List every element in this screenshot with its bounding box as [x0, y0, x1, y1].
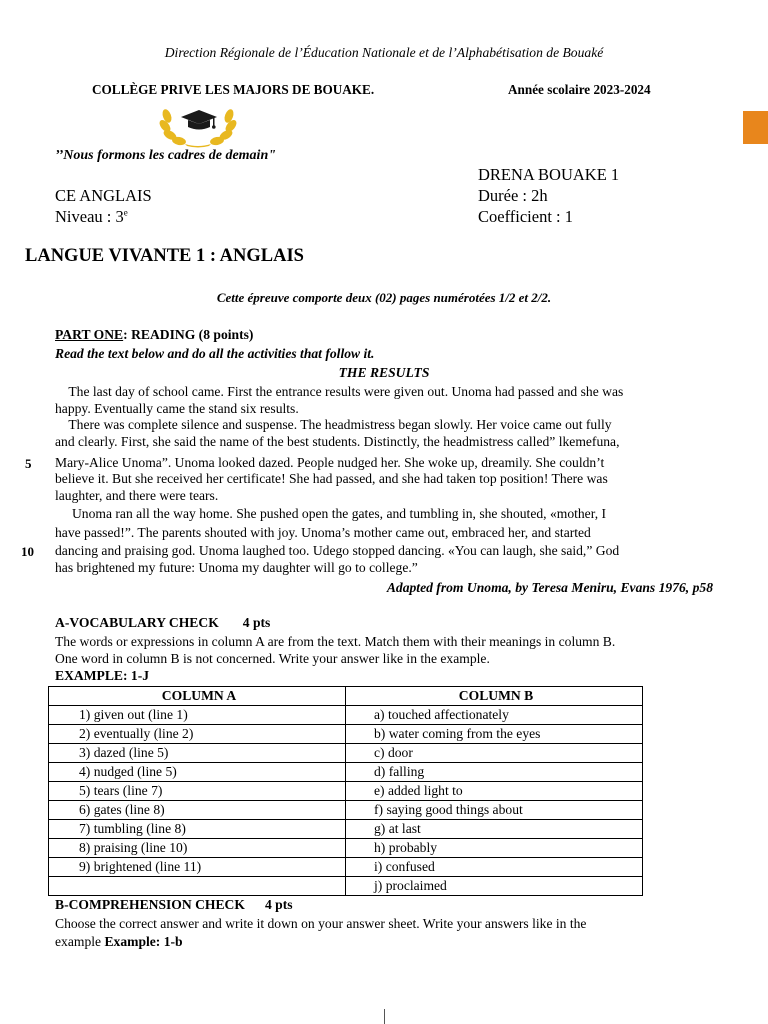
table-row — [49, 801, 643, 820]
column-a-cell: 2) eventually (line 2) — [49, 725, 346, 744]
vocab-example: EXAMPLE: 1-J — [55, 668, 150, 683]
school-logo — [157, 102, 239, 148]
vocab-points: 4 pts — [242, 615, 271, 630]
text-line: has brightened my future: Unoma my daughter will go to college.” — [55, 560, 418, 575]
text-line: There was complete silence and suspense. The headmistress began slowly. Her voice came out fully — [55, 417, 612, 432]
text-source: Adapted from Unoma, by Teresa Meniru, Evans 1976, p58 — [386, 580, 713, 595]
column-b-cell: c) door — [346, 744, 643, 763]
level-superscript: e — [123, 207, 128, 218]
school-name: COLLÈGE PRIVE LES MAJORS DE BOUAKE. — [92, 82, 375, 97]
column-b-cell: j) proclaimed — [346, 877, 643, 896]
text-line: Mary-Alice Unoma”. Unoma looked dazed. People nudged her. She woke up, dreamily. She couldn’t — [55, 455, 605, 470]
comprehension-instruction-2 — [55, 934, 183, 950]
text-line: laughter, and there were tears. — [55, 488, 219, 503]
table-row — [49, 820, 643, 839]
column-a-cell — [49, 877, 346, 896]
text-line: Unoma ran all the way home. She pushed open the gates, and tumbling in, she shouted, «mother, I — [55, 506, 607, 521]
column-a-cell: 4) nudged (line 5) — [49, 763, 346, 782]
column-b-cell: i) confused — [346, 858, 643, 877]
column-a-cell: 6) gates (line 8) — [49, 801, 346, 820]
comprehension-example: Example: 1-b — [104, 934, 183, 949]
table-row — [49, 725, 643, 744]
column-b-cell: d) falling — [346, 763, 643, 782]
ministry-line: Direction Régionale de l’Éducation Nationale et de l’Alphabétisation de Bouaké — [164, 45, 604, 60]
side-tab[interactable] — [743, 111, 768, 144]
column-b-cell: e) added light to — [346, 782, 643, 801]
duration-label: Durée : 2h — [478, 186, 548, 205]
table-row — [49, 763, 643, 782]
subject-label: CE ANGLAIS — [55, 186, 152, 205]
table-row — [49, 744, 643, 763]
page-divider — [384, 1009, 385, 1024]
school-year: Année scolaire 2023-2024 — [508, 82, 651, 97]
coefficient-label: Coefficient : 1 — [478, 207, 574, 226]
column-a-cell: 7) tumbling (line 8) — [49, 820, 346, 839]
text-line: happy. Eventually came the stand six results. — [55, 401, 299, 416]
table-row — [49, 877, 643, 896]
table-row — [49, 839, 643, 858]
comprehension-title: B-COMPREHENSION CHECK — [55, 897, 245, 912]
comprehension-heading — [55, 897, 293, 913]
text-line: have passed!”. The parents shouted with joy. Unoma’s mother came out, embraced her, and started — [55, 525, 591, 540]
column-b-cell: h) probably — [346, 839, 643, 858]
level-label — [55, 207, 128, 227]
column-a-cell: 1) given out (line 1) — [49, 706, 346, 725]
column-a-cell: 8) praising (line 10) — [49, 839, 346, 858]
part-one-label: PART ONE — [55, 327, 124, 342]
school-motto: ’’Nous formons les cadres de demain" — [55, 148, 277, 163]
part-one-heading — [55, 327, 253, 343]
part-one-instruction: Read the text below and do all the activities that follow it. — [55, 346, 375, 361]
text-title: THE RESULTS — [338, 365, 430, 380]
text-line: and clearly. First, she said the name of the best students. Distinctly, the headmistress called” lkemefuna, — [55, 434, 620, 449]
comprehension-instruction-1: Choose the correct answer and write it down on your answer sheet. Write your answers like in the — [55, 916, 587, 931]
text-line: The last day of school came. First the entrance results were given out. Unoma had passed and she was — [55, 384, 624, 399]
table-header-row — [49, 687, 643, 706]
vocab-instruction-1: The words or expressions in column A are from the text. Match them with their meanings in column B. — [55, 634, 616, 649]
level-text: Niveau : 3 — [55, 207, 124, 226]
column-a-cell: 5) tears (line 7) — [49, 782, 346, 801]
comprehension-instruction-prefix: example — [55, 934, 105, 949]
comprehension-points: 4 pts — [264, 897, 293, 912]
text-line: dancing and praising god. Unoma laughed too. Udego stopped dancing. «You can laugh, she said,” God — [55, 543, 620, 558]
drena-label: DRENA BOUAKE 1 — [478, 165, 620, 184]
column-b-cell: a) touched affectionately — [346, 706, 643, 725]
vocab-table — [48, 686, 643, 896]
table-row — [49, 858, 643, 877]
vocab-title: A-VOCABULARY CHECK — [55, 615, 219, 630]
vocab-instruction-2: One word in column B is not concerned. Write your answer like in the example. — [55, 651, 490, 666]
column-b-cell: b) water coming from the eyes — [346, 725, 643, 744]
table-row — [49, 782, 643, 801]
vocab-heading — [55, 615, 270, 631]
exam-note: Cette épreuve comporte deux (02) pages numérotées 1/2 et 2/2. — [216, 290, 552, 305]
line-number-10: 10 — [21, 544, 34, 559]
column-a-header: COLUMN A — [49, 687, 346, 706]
column-b-cell: f) saying good things about — [346, 801, 643, 820]
text-line: believe it. But she received her certificate! She had passed, and she had taken top position! There was — [55, 471, 608, 486]
line-number-5: 5 — [25, 456, 32, 471]
column-b-header: COLUMN B — [346, 687, 643, 706]
table-row — [49, 706, 643, 725]
part-one-title: : READING (8 points) — [123, 327, 254, 342]
exam-title: LANGUE VIVANTE 1 : ANGLAIS — [25, 246, 304, 266]
column-b-cell: g) at last — [346, 820, 643, 839]
column-a-cell: 9) brightened (line 11) — [49, 858, 346, 877]
column-a-cell: 3) dazed (line 5) — [49, 744, 346, 763]
